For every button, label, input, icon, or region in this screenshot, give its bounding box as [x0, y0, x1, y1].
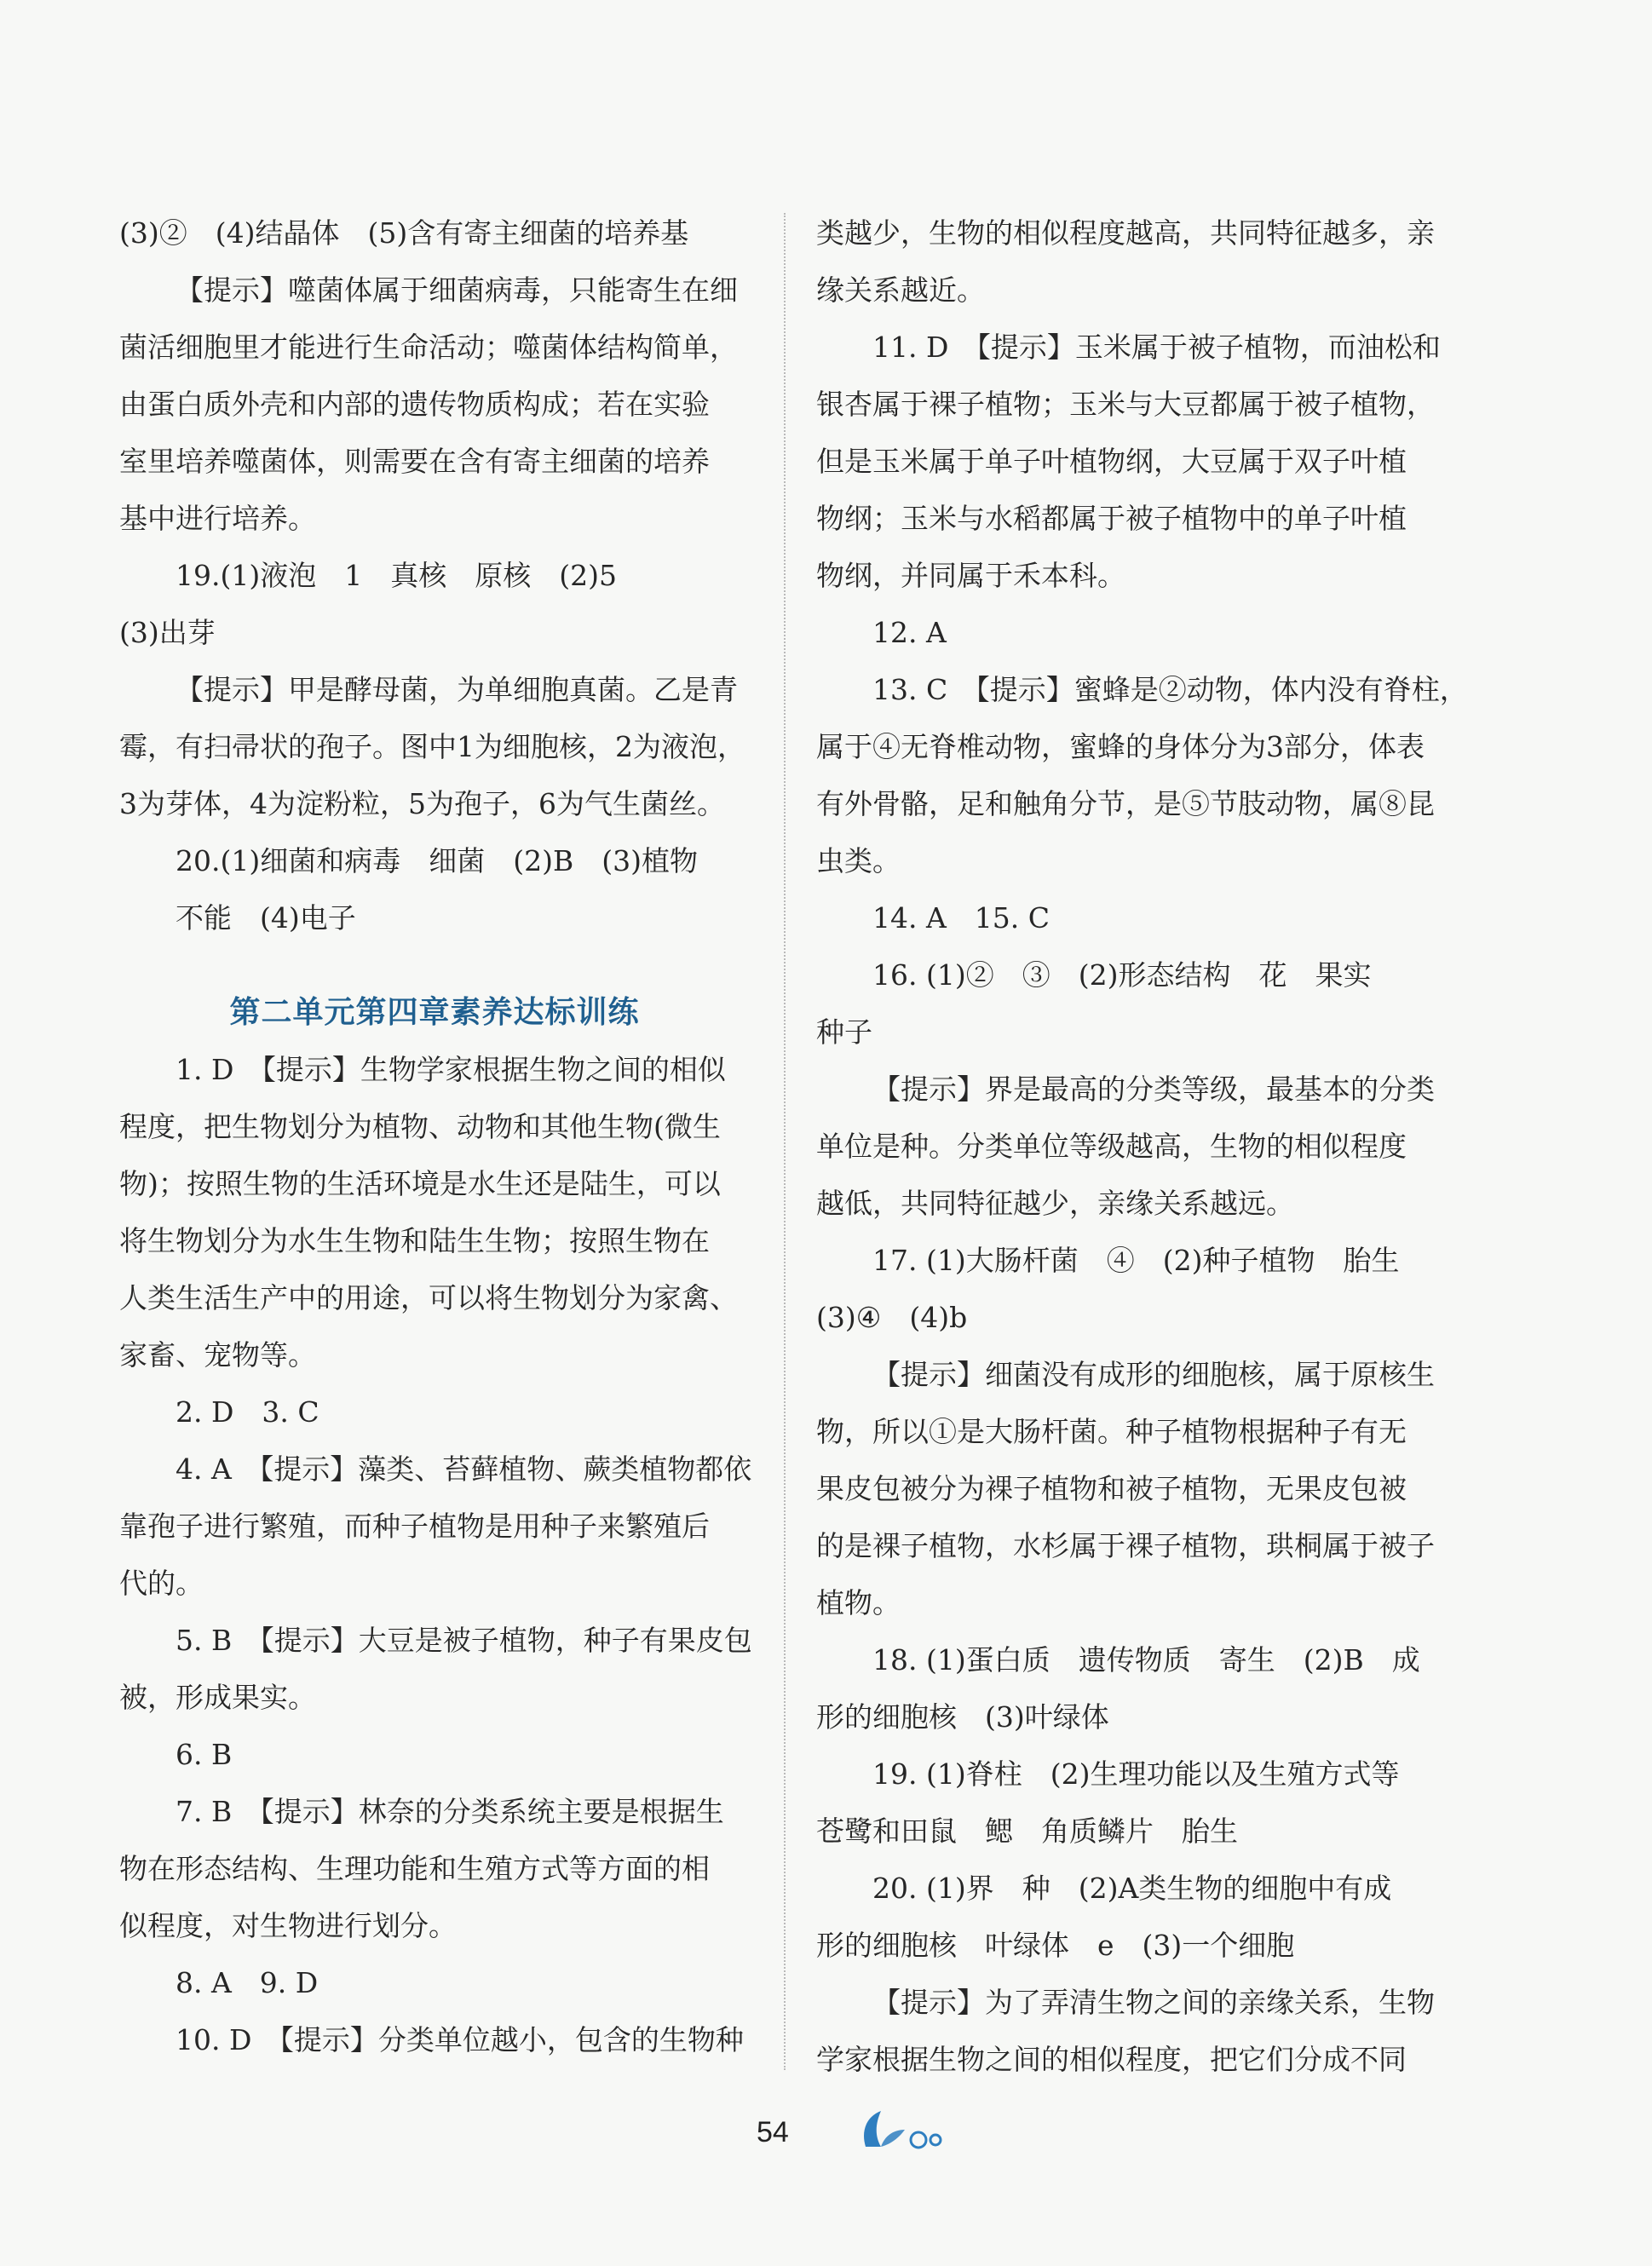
text-line: 8. A 9. D — [176, 1966, 319, 1999]
text-line: 形的细胞核 (3)叶绿体 — [816, 1700, 1109, 1734]
text-line: 【提示】细菌没有成形的细胞核，属于原核生 — [872, 1358, 1435, 1391]
text-line: 5. B 【提示】大豆是被子植物，种子有果皮包 — [176, 1624, 752, 1657]
text-line: 苍鹭和田鼠 鳃 角质鳞片 胎生 — [816, 1815, 1238, 1848]
text-line: (3)出芽 — [119, 616, 216, 649]
text-line: 银杏属于裸子植物；玉米与大豆都属于被子植物， — [816, 388, 1435, 421]
text-line: 物纲，并同属于禾本科。 — [816, 559, 1125, 592]
text-line: 18. (1)蛋白质 遗传物质 寄生 (2)B 成 — [872, 1643, 1420, 1676]
text-line: 16. (1)② ③ (2)形态结构 花 果实 — [872, 958, 1372, 992]
text-line: 物在形态结构、生理功能和生殖方式等方面的相 — [119, 1852, 710, 1885]
text-line: 基中进行培养。 — [119, 502, 316, 535]
text-line: 物)；按照生物的生活环境是水生还是陆生，可以 — [119, 1167, 721, 1200]
right-column — [816, 204, 1468, 2088]
text-line: 10. D 【提示】分类单位越小，包含的生物种 — [176, 2023, 744, 2056]
left-column-text-continued — [119, 1041, 750, 2068]
text-line: 【提示】界是最高的分类等级，最基本的分类 — [872, 1073, 1435, 1106]
text-line: 人类生活生产中的用途，可以将生物划分为家禽、 — [119, 1281, 738, 1314]
text-line: 【提示】噬菌体属于细菌病毒，只能寄生在细 — [176, 273, 738, 307]
text-line: 种子 — [816, 1015, 872, 1049]
text-line: 类越少，生物的相似程度越高，共同特征越多，亲 — [816, 216, 1435, 250]
text-line: 19.(1)液泡 1 真核 原核 (2)5 — [176, 559, 617, 592]
text-line: 1. D 【提示】生物学家根据生物之间的相似 — [176, 1053, 726, 1086]
text-line: 6. B — [176, 1738, 233, 1771]
text-line: 13. C 【提示】蜜蜂是②动物，体内没有脊柱， — [872, 673, 1468, 706]
text-line: 属于④无脊椎动物，蜜蜂的身体分为3部分，体表 — [816, 730, 1425, 763]
text-line: 缘关系越近。 — [816, 273, 985, 307]
text-line: 由蛋白质外壳和内部的遗传物质构成；若在实验 — [119, 388, 710, 421]
left-column-text — [119, 204, 750, 946]
text-line: 【提示】甲是酵母菌，为单细胞真菌。乙是青 — [176, 673, 738, 706]
text-line: 越低，共同特征越少，亲缘关系越远。 — [816, 1187, 1294, 1220]
text-line: 14. A 15. C — [872, 901, 1050, 935]
column-divider — [784, 213, 786, 2070]
text-line: 20.(1)细菌和病毒 细菌 (2)B (3)植物 — [176, 844, 698, 877]
text-line: 20. (1)界 种 (2)A类生物的细胞中有成 — [872, 1872, 1392, 1905]
text-line: 19. (1)脊柱 (2)生理功能以及生殖方式等 — [872, 1757, 1400, 1791]
text-line: 4. A 【提示】藻类、苔藓植物、蕨类植物都依 — [176, 1452, 752, 1486]
text-line: 不能 (4)电子 — [176, 901, 356, 935]
right-column-text — [816, 204, 1468, 2088]
text-line: 果皮包被分为裸子植物和被子植物，无果皮包被 — [816, 1472, 1407, 1505]
text-line: 植物。 — [816, 1586, 901, 1619]
page-number: 54 — [757, 2116, 789, 2148]
text-line: 物纲；玉米与水稻都属于被子植物中的单子叶植 — [816, 502, 1407, 535]
text-line: 但是玉米属于单子叶植物纲，大豆属于双子叶植 — [816, 445, 1407, 478]
text-line: 物，所以①是大肠杆菌。种子植物根据种子有无 — [816, 1415, 1407, 1448]
text-line: 似程度，对生物进行划分。 — [119, 1909, 457, 1942]
text-line: 菌活细胞里才能进行生命活动；噬菌体结构简单， — [119, 331, 738, 364]
text-line: 3为芽体，4为淀粉粒，5为孢子，6为气生菌丝。 — [119, 787, 725, 820]
text-line: 霉，有扫帚状的孢子。图中1为细胞核，2为液泡， — [119, 730, 745, 763]
section-heading: 第二单元第四章素养达标训练 — [229, 994, 640, 1030]
text-line: 学家根据生物之间的相似程度，把它们分成不同 — [816, 2043, 1407, 2076]
text-line: 7. B 【提示】林奈的分类系统主要是根据生 — [176, 1795, 724, 1828]
text-line: 11. D 【提示】玉米属于被子植物，而油松和 — [872, 331, 1441, 364]
text-line: (3)② (4)结晶体 (5)含有寄主细菌的培养基 — [119, 216, 689, 250]
text-line: 2. D 3. C — [176, 1395, 319, 1429]
text-line: 12. A — [872, 616, 947, 649]
text-line: 靠孢子进行繁殖，而种子植物是用种子来繁殖后 — [119, 1510, 710, 1543]
text-line: 代的。 — [119, 1567, 204, 1600]
text-line: 家畜、宠物等。 — [119, 1338, 316, 1372]
left-column — [119, 204, 750, 2068]
text-line: 室里培养噬菌体，则需要在含有寄主细菌的培养 — [119, 445, 710, 478]
text-line: 的是裸子植物，水杉属于裸子植物，珙桐属于被子 — [816, 1529, 1435, 1562]
text-line: 【提示】为了弄清生物之间的亲缘关系，生物 — [872, 1986, 1435, 2019]
text-line: 被，形成果实。 — [119, 1681, 316, 1714]
text-line: 17. (1)大肠杆菌 ④ (2)种子植物 胎生 — [872, 1244, 1400, 1277]
text-line: 虫类。 — [816, 844, 901, 877]
text-line: 将生物划分为水生生物和陆生生物；按照生物在 — [119, 1224, 710, 1257]
text-line: 单位是种。分类单位等级越高，生物的相似程度 — [816, 1130, 1407, 1163]
text-line: 程度，把生物划分为植物、动物和其他生物(微生 — [119, 1110, 721, 1143]
text-line: (3)④ (4)b — [816, 1301, 968, 1334]
text-line: 形的细胞核 叶绿体 e (3)一个细胞 — [816, 1929, 1295, 1962]
text-line: 有外骨骼，足和触角分节，是⑤节肢动物，属⑧昆 — [816, 787, 1435, 820]
leaf-ornament-icon — [855, 2104, 949, 2155]
